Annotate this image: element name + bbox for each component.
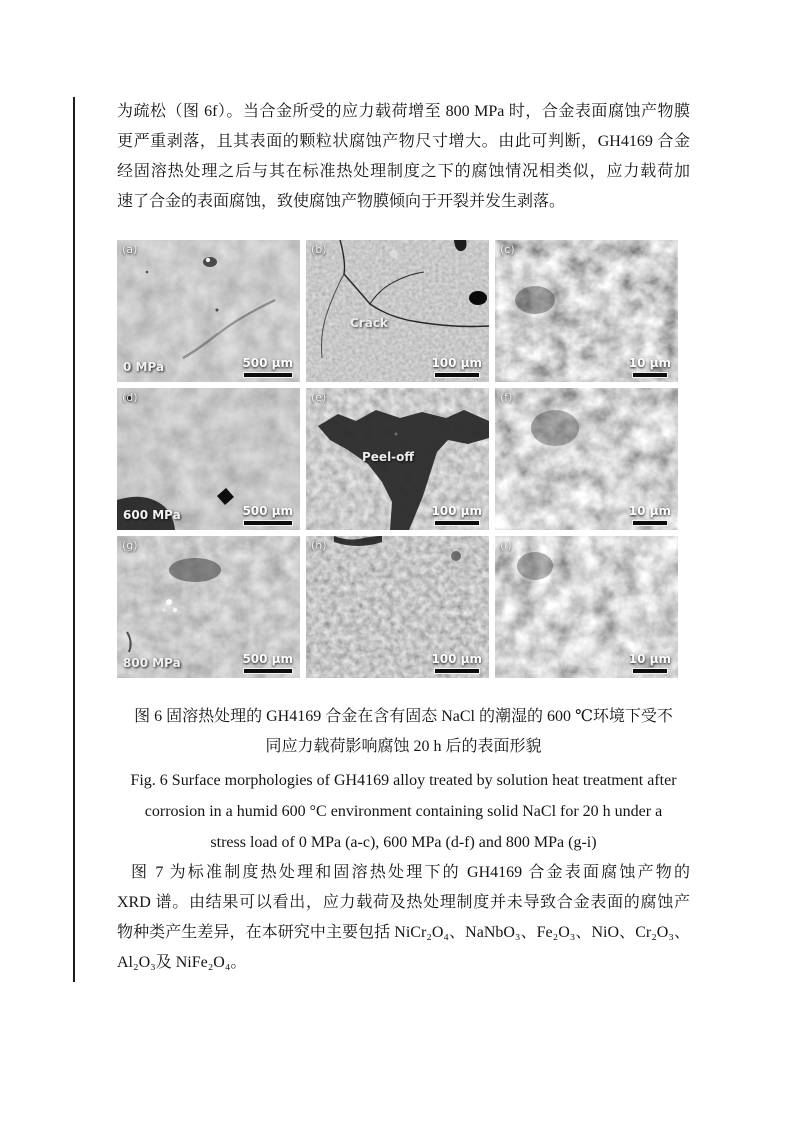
caption-line: Fig. 6 Surface morphologies of GH4169 alloy treated by solution heat treatment after — [130, 772, 677, 789]
panel-scale-label: 500 μm — [242, 356, 293, 370]
panel-corner-label: (c) — [500, 243, 515, 256]
sem-panel-g — [117, 536, 300, 678]
panel-stress-label: 800 MPa — [123, 656, 181, 670]
panel-corner-label: (d) — [122, 391, 138, 404]
panel-scale-label: 500 μm — [242, 652, 293, 666]
panel-scale-label: 10 μm — [628, 356, 671, 370]
panel-stress-label: 600 MPa — [123, 508, 181, 522]
panel-scale-label: 500 μm — [242, 504, 293, 518]
figure-6-grid — [117, 240, 678, 678]
panel-corner-label: (f) — [500, 391, 513, 404]
scale-bar-line — [434, 372, 480, 378]
scale-bar — [629, 356, 671, 378]
scale-bar — [629, 652, 671, 674]
scale-bar — [431, 652, 482, 674]
sem-panel-c — [495, 240, 678, 382]
scale-bar-line — [243, 520, 293, 526]
scale-bar — [629, 504, 671, 526]
body-line: XRD 谱。由结果可以看出，应力载荷及热处理制度并未导致合金表面的腐蚀产 — [117, 894, 690, 911]
scale-bar — [431, 504, 482, 526]
paragraph-top — [117, 97, 690, 217]
scale-bar — [431, 356, 482, 378]
panel-corner-label: (i) — [500, 539, 512, 552]
scale-bar-line — [632, 520, 668, 526]
panel-scale-label: 100 μm — [431, 356, 482, 370]
panel-feature-label: Crack — [350, 316, 388, 330]
sem-panel-h — [306, 536, 489, 678]
scale-bar-line — [243, 668, 293, 674]
panel-corner-label: (b) — [311, 243, 327, 256]
paragraph-bottom — [117, 858, 690, 978]
left-margin-rule — [73, 97, 75, 982]
scale-bar-line — [434, 668, 480, 674]
caption-line: corrosion in a humid 600 °C environment containing solid NaCl for 20 h under a — [144, 803, 663, 820]
figure-6-caption-en — [117, 765, 690, 858]
sem-panel-d — [117, 388, 300, 530]
sem-panel-i — [495, 536, 678, 678]
panel-scale-label: 100 μm — [431, 504, 482, 518]
panel-scale-label: 10 μm — [628, 652, 671, 666]
sem-panel-a — [117, 240, 300, 382]
panel-feature-label: Peel-off — [362, 450, 415, 464]
scale-bar-line — [243, 372, 293, 378]
panel-scale-label: 100 μm — [431, 652, 482, 666]
sem-panel-f — [495, 388, 678, 530]
scale-bar-line — [632, 372, 668, 378]
scale-bar — [242, 652, 293, 674]
panel-corner-label: (g) — [122, 539, 138, 552]
panel-corner-label: (a) — [122, 243, 138, 256]
sem-panel-e — [306, 388, 489, 530]
caption-line: stress load of 0 MPa (a-c), 600 MPa (d-f) and 800 MPa (g-i) — [210, 834, 597, 851]
body-line: 速了合金的表面腐蚀，致使腐蚀产物膜倾向于开裂并发生剥落。 — [117, 193, 566, 210]
body-line: 更严重剥落，且其表面的颗粒状腐蚀产物尺寸增大。由此可判断，GH4169 合金 — [117, 133, 690, 150]
body-line: 经固溶热处理之后与其在标准热处理制度之下的腐蚀情况相类似，应力载荷加 — [117, 163, 690, 180]
scale-bar-line — [632, 668, 668, 674]
caption-line: 图 6 固溶热处理的 GH4169 合金在含有固态 NaCl 的潮湿的 600 ℃环境下受不 — [134, 708, 673, 725]
panel-corner-label: (h) — [311, 539, 327, 552]
body-line: 为疏松（图 6f）。当合金所受的应力载荷增至 800 MPa 时，合金表面腐蚀产物膜 — [117, 103, 690, 120]
scale-bar-line — [434, 520, 480, 526]
panel-stress-label: 0 MPa — [123, 360, 165, 374]
panel-corner-label: (e) — [311, 391, 327, 404]
figure-6-caption-zh — [117, 702, 690, 762]
body-line: 图 7 为标准制度热处理和固溶热处理下的 GH4169 合金表面腐蚀产物的 — [131, 864, 690, 881]
sem-panel-b — [306, 240, 489, 382]
body-line: Al₂O₃及 NiFe₂O₄。 — [117, 954, 247, 971]
scale-bar — [242, 504, 293, 526]
scale-bar — [242, 356, 293, 378]
caption-line: 同应力载荷影响腐蚀 20 h 后的表面形貌 — [265, 738, 542, 755]
body-line: 物种类产生差异，在本研究中主要包括 NiCr₂O₄、NaNbO₃、Fe₂O₃、NiO、Cr₂O₃、 — [117, 924, 690, 941]
panel-scale-label: 10 μm — [628, 504, 671, 518]
